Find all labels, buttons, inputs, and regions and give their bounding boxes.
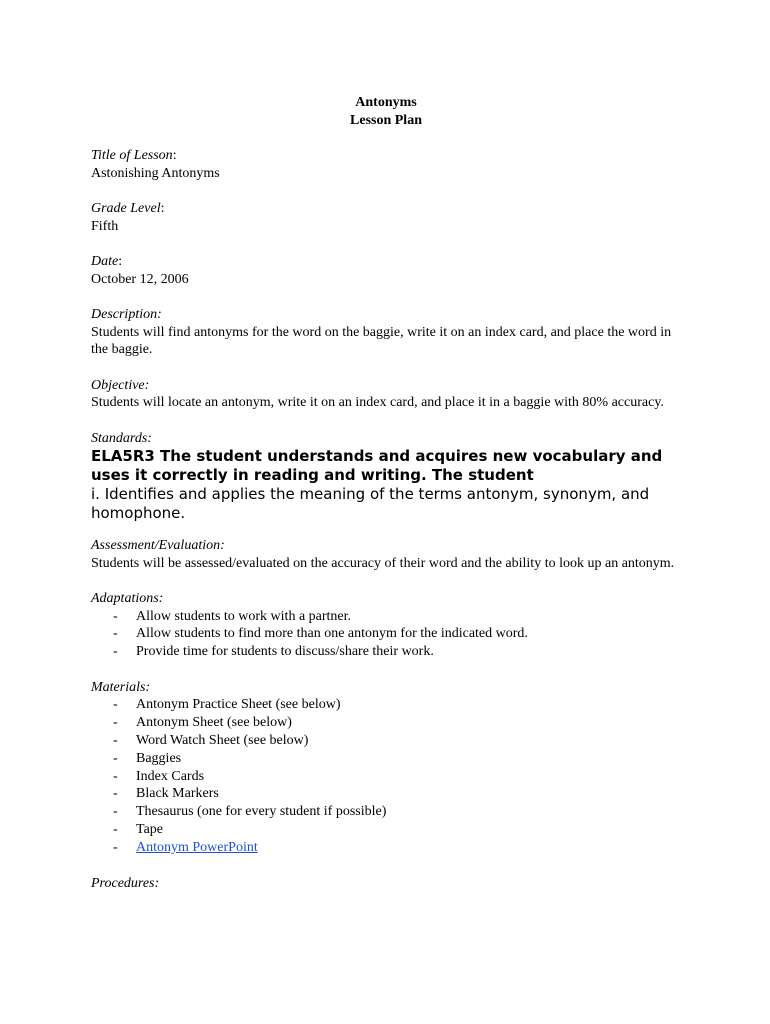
title-of-lesson-colon: : [172, 148, 177, 163]
materials-label: Materials: [91, 679, 151, 695]
list-item-text: Antonym Sheet (see below) [136, 715, 292, 731]
list-item [91, 785, 681, 803]
date-value: October 12, 2006 [91, 271, 189, 287]
lesson-plan-page [91, 94, 681, 892]
dash-mark: - [113, 608, 118, 624]
list-item-text: Tape [136, 821, 164, 837]
adaptations-section [91, 590, 681, 661]
title-of-lesson-section [91, 147, 681, 182]
list-item-text: Antonym Practice Sheet (see below) [136, 697, 341, 713]
materials-section [91, 679, 681, 857]
list-item-text: Thesaurus (one for every student if possible) [136, 804, 387, 820]
list-item [91, 768, 681, 786]
list-item-text: Index Cards [136, 768, 205, 784]
title-of-lesson-value: Astonishing Antonyms [91, 165, 220, 181]
list-item-text: Word Watch Sheet (see below) [136, 732, 309, 748]
grade-level-section [91, 200, 681, 235]
list-item [91, 821, 681, 839]
list-item-text: Black Markers [136, 786, 219, 802]
grade-level-label: Grade Level [91, 201, 161, 216]
standards-section [91, 430, 681, 524]
dash-mark: - [113, 839, 118, 855]
date-label: Date [91, 254, 119, 269]
title-of-lesson-label: Title of Lesson [91, 148, 173, 163]
assessment-section [91, 537, 681, 572]
dash-mark: - [113, 732, 118, 748]
list-item [91, 732, 681, 750]
list-item [91, 608, 681, 626]
dash-mark: - [113, 715, 118, 731]
list-item-text: Baggies [136, 750, 182, 766]
dash-mark: - [113, 626, 118, 642]
dash-mark: - [113, 750, 118, 766]
description-section [91, 306, 681, 359]
dash-mark: - [113, 644, 118, 660]
description-value: Students will find antonyms for the word on the baggie, write it on an index card, and place the word in the baggie. [91, 324, 672, 357]
list-item [91, 625, 681, 643]
document-title: Antonyms [355, 95, 417, 110]
standards-bold-text: ELA5R3 The student understands and acquires new vocabulary and uses it correctly in reading and writing. The student [91, 447, 663, 484]
adaptations-list [91, 608, 681, 661]
standards-label: Standards: [91, 430, 152, 446]
list-item [91, 750, 681, 768]
procedures-section [91, 875, 681, 893]
dash-mark: - [113, 786, 118, 802]
objective-section [91, 377, 681, 412]
grade-level-colon: : [160, 201, 165, 216]
materials-list [91, 696, 681, 856]
assessment-label: Assessment/Evaluation: [91, 538, 225, 553]
list-item [91, 714, 681, 732]
date-colon: : [118, 254, 123, 269]
objective-value: Students will locate an antonym, write it on an index card, and place it in a baggie with 80% accuracy. [91, 395, 664, 410]
description-label: Description: [91, 307, 162, 322]
assessment-value: Students will be assessed/evaluated on the accuracy of their word and the ability to look up an antonym. [91, 555, 675, 571]
grade-level-value: Fifth [91, 218, 119, 234]
list-item [91, 839, 681, 857]
list-item-text: Provide time for students to discuss/share their work. [136, 644, 434, 660]
dash-mark: - [113, 821, 118, 837]
document-subtitle: Lesson Plan [350, 112, 422, 128]
dash-mark: - [113, 768, 118, 784]
list-item [91, 696, 681, 714]
standards-plain-text: i. Identifies and applies the meaning of the terms antonym, synonym, and homophone. [91, 485, 650, 522]
dash-mark: - [113, 697, 118, 713]
dash-mark: - [113, 804, 118, 820]
list-item [91, 643, 681, 661]
list-item [91, 803, 681, 821]
antonym-powerpoint-link[interactable]: Antonym PowerPoint [136, 839, 258, 855]
list-item-text: Allow students to find more than one antonym for the indicated word. [136, 626, 528, 642]
procedures-label: Procedures: [91, 875, 160, 891]
adaptations-label: Adaptations: [91, 591, 164, 606]
objective-label: Objective: [91, 377, 150, 393]
date-section [91, 253, 681, 288]
list-item-text: Allow students to work with a partner. [136, 608, 352, 624]
